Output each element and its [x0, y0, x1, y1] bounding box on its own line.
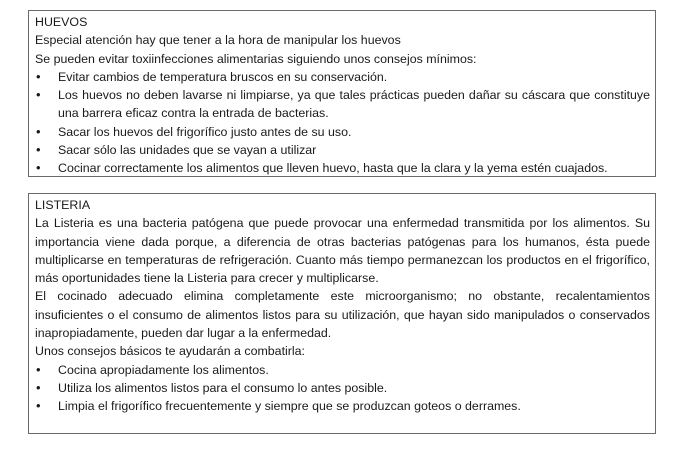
huevos-bullet-list: [35, 68, 650, 178]
huevos-bullet-text: Evitar cambios de temperatura bruscos en su conservación.: [58, 69, 388, 84]
listeria-tips-intro: Unos consejos básicos te ayudarán a combatirla:: [35, 344, 305, 359]
huevos-intro-1: Especial atención hay que tener a la hora de manipular los huevos: [35, 33, 401, 48]
listeria-bullet-text: Limpia el frigorífico frecuentemente y siempre que se produzcan goteos o derrames.: [58, 399, 521, 414]
huevos-bullet-text: Sacar los huevos del frigorífico justo antes de su uso.: [58, 124, 352, 139]
list-item: [35, 141, 650, 159]
huevos-intro-2: Se pueden evitar toxiinfecciones alimentarias siguiendo unos consejos mínimos:: [35, 51, 477, 66]
bullet-icon: •: [36, 398, 41, 414]
huevos-box: [28, 10, 656, 177]
bullet-icon: •: [36, 68, 41, 84]
list-item: [35, 123, 650, 141]
bullet-icon: •: [36, 160, 41, 176]
huevos-bullet-text: Cocinar correctamente los alimentos que lleven huevo, hasta que la clara y la yema estén cuajados.: [58, 161, 608, 176]
bullet-icon: •: [36, 379, 41, 395]
listeria-paragraph-1: La Listeria es una bacteria patógena que puede provocar una enfermedad transmitida por los alimentos. Su importancia viene dada porque, a diferencia de otras bacterias patógenas para los humanos, ésta puede multiplicarse en temperaturas de refrigeración. Cuanto más tiempo permanezcan los productos en el frigorífico, más oportunidades tiene la Listeria para crecer y multiplicarse.: [35, 216, 650, 286]
list-item: [35, 361, 650, 379]
listeria-paragraph-2: El cocinado adecuado elimina completamente este microorganismo; no obstante, recalentamientos insuficientes o el consumo de alimentos listos para su utilización, que hayan sido manipulados o conservados inapropiadamente, pueden dar lugar a la enfermedad.: [35, 289, 650, 341]
listeria-bullet-text: Utiliza los alimentos listos para el consumo lo antes posible.: [58, 380, 388, 395]
list-item: [35, 68, 650, 86]
listeria-title: LISTERIA: [35, 198, 91, 212]
listeria-bullet-text: Cocina apropiadamente los alimentos.: [58, 362, 269, 377]
bullet-icon: •: [36, 142, 41, 158]
huevos-title: HUEVOS: [35, 15, 88, 29]
list-item: [35, 397, 650, 415]
bullet-icon: •: [36, 87, 41, 103]
huevos-bullet-text: Sacar sólo las unidades que se vayan a utilizar: [58, 143, 317, 158]
list-item: [35, 86, 650, 123]
list-item: [35, 379, 650, 397]
bullet-icon: •: [36, 123, 41, 139]
huevos-bullet-text: Los huevos no deben lavarse ni limpiarse, ya que tales prácticas pueden dañar su cáscara que constituye una barrera eficaz contra la entrada de bacterias.: [58, 88, 650, 121]
bullet-icon: •: [36, 361, 41, 377]
listeria-bullet-list: [35, 361, 650, 416]
listeria-box: [28, 193, 656, 434]
list-item: [35, 159, 650, 177]
